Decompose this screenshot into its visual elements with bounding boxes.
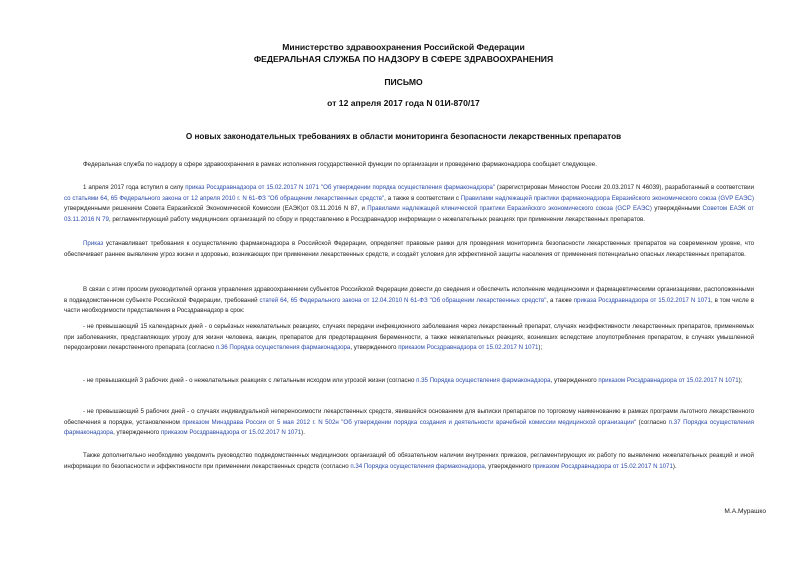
- text: утвержденными решением Совета Евразийской Экономической Комиссии (ЕАЭК)от 03.11.2016 N 87, и: [64, 205, 368, 212]
- document-type: ПИСЬМО: [384, 77, 423, 87]
- paragraph-requirements: [64, 239, 754, 260]
- link-article-65[interactable]: 65 Федерального закона от 12 апреля 2010 г. N 61-ФЗ "Об обращении лекарственных средств": [110, 194, 385, 202]
- text: );: [738, 377, 743, 384]
- text: (зарегистрирован Минюстом России 20.03.2017 N 46039), разработанный в соответствии: [495, 184, 754, 191]
- text: Также дополнительно необходимо уведомить руководство подведомственных медицинских организаций об обязательном наличии внутренних приказов, регламентирующих их работу по выявлению нежелательных реакций и иной информации по безопасности и эффективности при применении лекарственных средств (согласно: [64, 452, 754, 470]
- text: , а также в соответствии с: [384, 194, 461, 202]
- paragraph-order: [64, 183, 754, 225]
- text: );: [538, 344, 543, 351]
- link-law-61fz[interactable]: 65 Федерального закона от 12.04.2010 N 61-ФЗ "Об обращении лекарственных средств": [290, 296, 547, 304]
- signature: М.А.Мурашко: [724, 508, 766, 515]
- link-p35[interactable]: п.35 Порядка осуществления фармаконадзора: [416, 377, 551, 384]
- text: ,: [107, 194, 111, 202]
- link-eaek-council[interactable]: Советом ЕАЭК от 03.11.2016 N 79: [64, 205, 754, 223]
- service-name: ФЕДЕРАЛЬНАЯ СЛУЖБА ПО НАДЗОРУ В СФЕРЕ ЗДРАВООХРАНЕНИЯ: [253, 54, 554, 64]
- text: , в том числе в части необходимости представления в Росздравнадзор в срок:: [64, 296, 755, 314]
- text: - не превышающий 3 рабочих дней - о нежелательных реакциях с летальным исходом или угрозой жизни (согласно: [83, 377, 417, 384]
- paragraph-intro: Федеральная служба по надзору в сфере здравоохранения в рамках исполнения государственной функции по организации и проведению фармаконадзора сообщает следующее.: [83, 161, 597, 168]
- text: , утвержденного: [550, 377, 599, 384]
- link-order-1071[interactable]: приказом Росздравнадзора от 15.02.2017 N 1071: [598, 377, 739, 384]
- text: , утвержденного: [484, 462, 533, 470]
- text: ,: [286, 296, 291, 304]
- paragraph-request: [64, 285, 754, 317]
- ministry-name: Министерство здравоохранения Российской Федерации: [282, 42, 525, 52]
- link-order-1071[interactable]: приказа Росздравнадзора от 15.02.2017 N 1071: [573, 296, 711, 304]
- text: , утвержденного: [113, 429, 161, 436]
- link-prikaz[interactable]: Приказ: [83, 240, 104, 247]
- link-gvp-rules[interactable]: Правилами надлежащей практики фармаконадзора Евразийского экономического союза (GVP ЕАЭС): [460, 194, 754, 202]
- list-item-3-days: [64, 376, 754, 387]
- text: , регламентирующий работу медицинских организаций по сбору и представлению в Росздравнадзор информации о нежелательных реакциях при применении лекарственных препаратов.: [108, 215, 645, 223]
- text: , утвержденного: [350, 344, 399, 351]
- text: ).: [301, 429, 305, 436]
- list-item-15-days: [64, 322, 754, 354]
- text: устанавливает требования к осуществлению фармаконадзора в Российской Федерации, определяет правовые рамки для проведения мониторинга безопасности лекарственных препаратов на современном уровне, что обеспечивает раннее выявление угроз жизни и здоровью, возникающих при применении лекарственных средств, и создаёт условия для эффективной защиты населения от применения потенциально опасных лекарственных препаратов.: [64, 240, 754, 258]
- document-title: О новых законодательных требованиях в области мониторинга безопасности лекарственных препаратов: [185, 132, 622, 141]
- link-articles-64[interactable]: статей 64: [259, 296, 287, 304]
- text: - не превышающий 5 рабочих дней - о случаях индивидуальной непереносимости лекарственных средств, явившейся основанием для выписки препаратов по торговому наименованию в рамках программ льготного лекарственного обеспечения в порядке, установленном: [64, 408, 754, 426]
- text: ).: [672, 462, 677, 470]
- text: , а также: [546, 296, 574, 304]
- link-p34[interactable]: п.34 Порядка осуществления фармаконадзора: [350, 462, 485, 470]
- document-date-number: от 12 апреля 2017 года N 01И-870/17: [327, 98, 480, 108]
- link-p37[interactable]: п.37 Порядка осуществления фармаконадзора: [64, 418, 754, 436]
- link-gcp-rules[interactable]: Правилами надлежащей клинической практики Евразийского экономического союза (GCP ЕАЭС): [367, 205, 652, 212]
- link-order-502n[interactable]: приказом Минздрава России от 5 мая 2012 г. N 502н "Об утверждении порядка создания и деятельности врачебной комиссии медицинской организации": [182, 418, 637, 426]
- text: В связи с этим просим руководителей органов управления здравоохранением субъектов Российской Федерации довести до сведения и обеспечить исполнение медицинскими и фармацевтическими организациями, расположенными в подведомственном субъекте Российской Федерации, требований: [64, 286, 754, 304]
- paragraph-notify: [64, 451, 754, 472]
- list-item-5-days: [64, 407, 754, 439]
- text: - не превышающий 15 календарных дней - о серьёзных нежелательных реакциях, случаях передачи инфекционного заболевания через лекарственный препарат, случаях неэффективности лекарственных препаратов, применяемых при заболеваниях, представляющих угрозу для жизни человека, вакцин, препаратов для предотвращения беременности, а также нежелательных реакциях, возникших вследствие злоупотребления препаратом, в случаях умышленной передозировки лекарственного препарата (согласно: [64, 323, 754, 351]
- link-order-1071[interactable]: приказ Росздравнадзора от 15.02.2017 N 1071 "Об утверждении порядка осуществления фармаконадзора": [185, 184, 495, 191]
- link-order-1071[interactable]: приказом Росздравнадзора от 15.02.2017 N 1071: [160, 429, 302, 436]
- link-p36[interactable]: п.36 Порядка осуществления фармаконадзора: [215, 344, 351, 351]
- link-order-1071[interactable]: приказом Росздравнадзора от 15.02.2017 N 1071: [398, 344, 539, 351]
- text: (согласно: [636, 418, 669, 426]
- text: 1 апреля 2017 года вступил в силу: [83, 184, 186, 191]
- link-order-1071[interactable]: приказом Росздравнадзора от 15.02.2017 N 1071: [532, 462, 673, 470]
- text: утверждёнными: [651, 205, 703, 212]
- link-article-64[interactable]: со статьями 64: [64, 194, 108, 202]
